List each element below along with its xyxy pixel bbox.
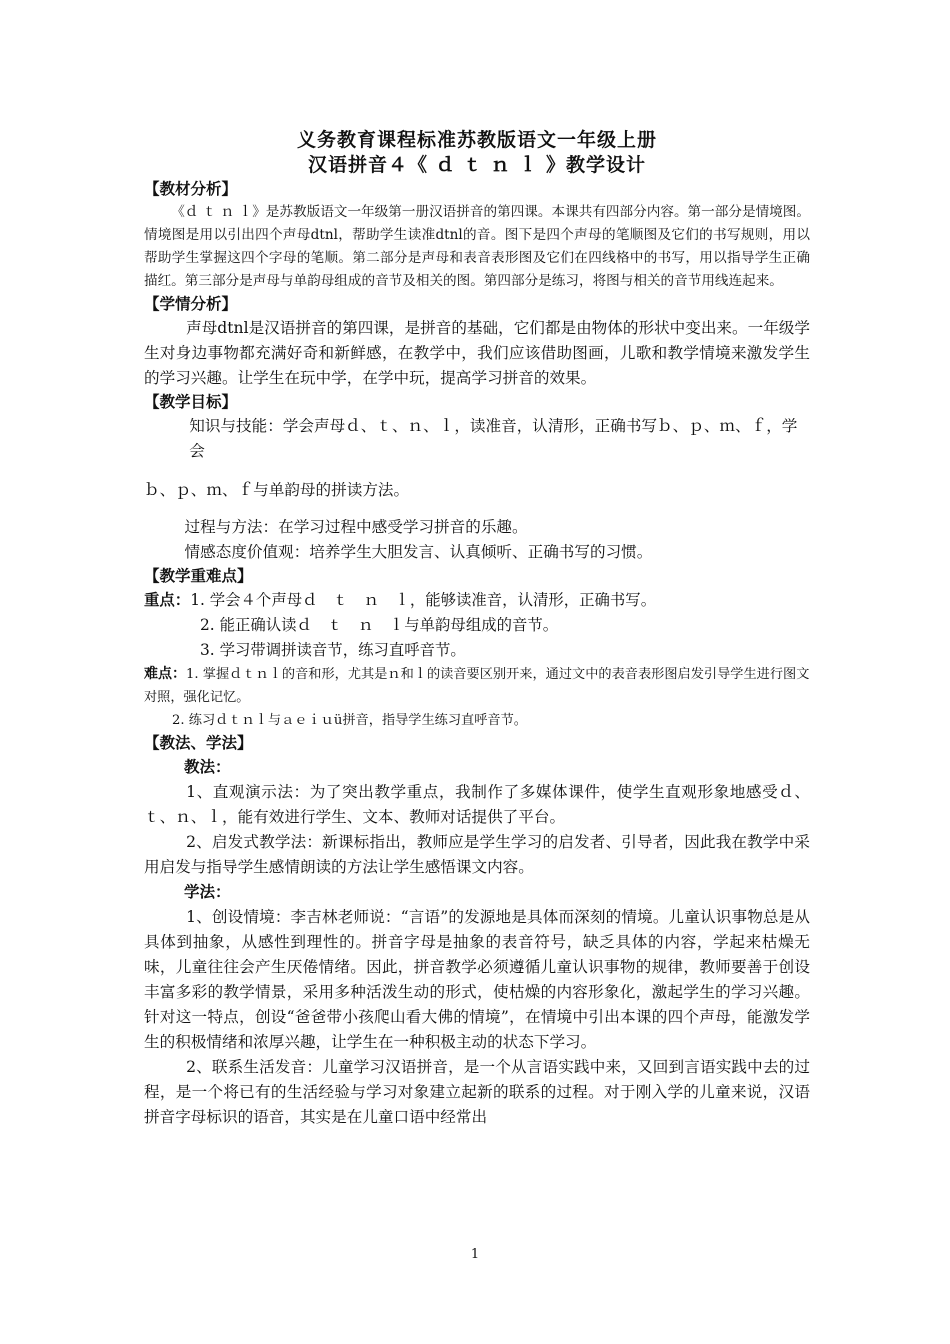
goal-emotion: 情感态度价值观：培养学生大胆发言、认真倾听、正确书写的习惯。: [184, 543, 653, 561]
section-heading-methods: 【教法、学法】: [144, 734, 253, 752]
key-label: 重点：: [144, 591, 191, 609]
difficulty-1-text: 1. 掌握ｄｔｎｌ的音和形，尤其是ｎ和ｌ的读音要区别开来，通过文中的表音表形图启发引导学生进行图文对照，强化记忆。: [144, 667, 810, 705]
difficulty-label: 难点：: [144, 666, 186, 682]
difficulty-1: [144, 663, 810, 709]
key-point-1: [144, 588, 810, 613]
document-body: [144, 128, 810, 1130]
difficulty-2: 2. 练习ｄｔｎｌ与ａｅｉｕü拼音，指导学生练习直呼音节。: [172, 713, 527, 728]
teach-method-label: 教法：: [184, 758, 231, 776]
goal-process: 过程与方法：在学习过程中感受学习拼音的乐趣。: [184, 518, 528, 536]
title-line-2: 汉语拼音４《 ｄ ｔ ｎ ｌ 》教学设计: [307, 154, 647, 176]
page-number: 1: [470, 1247, 480, 1262]
key-point-3: 3. 学习带调拼读音节，练习直呼音节。: [200, 641, 466, 659]
goal-knowledge-line-2: ｂ、ｐ、ｍ、ｆ与单韵母的拼读方法。: [144, 481, 410, 499]
teach-method-2: 2、启发式教学法：新课标指出，教师应是学生学习的启发者、引导者，因此我在教学中采用启发与指导学生感情朗读的方法让学生感悟课文内容。: [144, 833, 810, 876]
section-heading-goals: 【教学目标】: [144, 393, 238, 411]
goal-knowledge-line-1: 知识与技能：学会声母ｄ、ｔ、ｎ、ｌ，读准音，认清形，正确书写ｂ、ｐ、ｍ、ｆ，学会: [189, 417, 798, 460]
teach-method-1: 1、直观演示法：为了突出教学重点，我制作了多媒体课件，使学生直观形象地感受ｄ、ｔ、ｎ、ｌ，能有效进行学生、文本、教师对话提供了平台。: [144, 783, 810, 826]
learn-method-label: 学法：: [184, 883, 231, 901]
learn-method-2: 2、联系生活发音：儿童学习汉语拼音，是一个从言语实践中来，又回到言语实践中去的过程，是一个将已有的生活经验与学习对象建立起新的联系的过程。对于刚入学的儿童来说，汉语拼音字母标识的语音，其实是在儿童口语中经常出: [144, 1058, 810, 1126]
students-paragraph: 声母dtnl是汉语拼音的第四课，是拼音的基础，它们都是由物体的形状中变出来。一年级学生对身边事物都充满好奇和新鲜感，在教学中，我们应该借助图画，儿歌和教学情境来激发学生的学习兴趣。让学生在玩中学，在学中玩，提高学习拼音的效果。: [144, 319, 810, 387]
section-heading-analysis: 【教材分析】: [144, 180, 238, 198]
analysis-paragraph: 《ｄ ｔ ｎ ｌ》是苏教版语文一年级第一册汉语拼音的第四课。本课共有四部分内容。第一部分是情境图。情境图是用以引出四个声母dtnl，帮助学生读准dtnl的音。图下是四个声母的笔顺图及它们的书写规则，用以帮助学生掌握这四个字母的笔顺。第二部分是声母和表音表形图及它们在四线格中的书写，用以指导学生正确描红。第三部分是声母与单韵母组成的音节及相关的图。第四部分是练习，将图与相关的音节用线连起来。: [144, 204, 810, 289]
title-line-1: 义务教育课程标准苏教版语文一年级上册: [296, 129, 657, 151]
document-title: [144, 128, 810, 178]
section-heading-students: 【学情分析】: [144, 295, 238, 313]
section-heading-keypoints: 【教学重难点】: [144, 567, 253, 585]
learn-method-1: 1、创设情境：李吉林老师说：“言语”的发源地是具体而深刻的情境。儿童认识事物总是从具体到抽象，从感性到理性的。拼音字母是抽象的表音符号，缺乏具体的内容，学起来枯燥无味，儿童往往会产生厌倦情绪。因此，拼音教学必须遵循儿童认识事物的规律，教师要善于创设丰富多彩的教学情景，采用多种活泼生动的形式，使枯燥的内容形象化，激起学生的学习兴趣。针对这一特点，创设“爸爸带小孩爬山看大佛的情境”，在情境中引出本课的四个声母，能激发学生的积极情绪和浓厚兴趣，让学生在一种积极主动的状态下学习。: [144, 908, 810, 1051]
key-point-2: 2. 能正确认读ｄ ｔ ｎ ｌ与单韵母组成的音节。: [200, 616, 559, 634]
key-point-1-text: 1. 学会４个声母ｄ ｔ ｎ ｌ，能够读准音，认清形，正确书写。: [190, 591, 657, 609]
